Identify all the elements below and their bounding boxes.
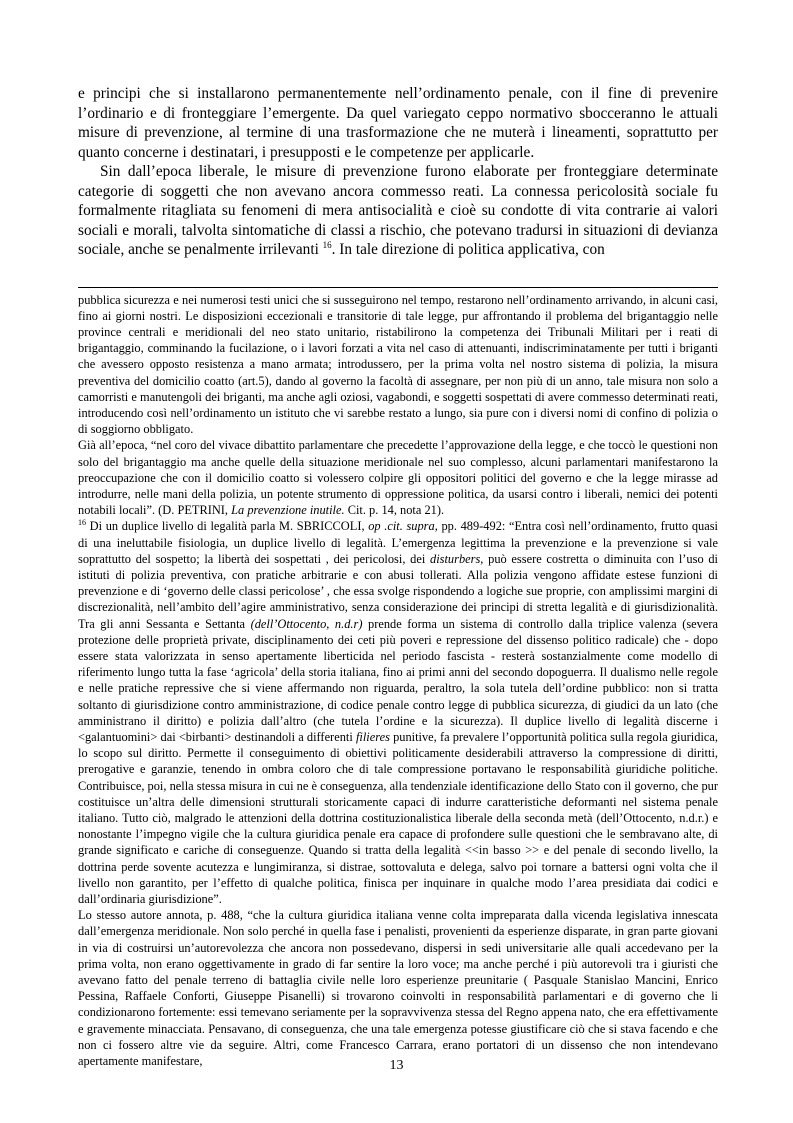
page-content (78, 84, 718, 1069)
page-number: 13 (389, 1058, 404, 1073)
footnote-16-ottocento: (dell’Ottocento, n.d.r) (250, 616, 363, 631)
footnote-16-text-c: , può essere costretta o diminuita con l’uso di istituti di polizia preventiva, con pratiche arbitrarie e con abusi tollerati. Alla polizia vengono affidate estese funzioni di prevenzione e di ‘governo delle classi pericolose’ , che essa svolge rispondendo a logiche sue proprie, con amplissimi margini di discrezionalità, nell’ambito dell’agire amministrativo, senza considerazione dei principi di stretta legalità e di giurisdizionalità. Tra gli anni Sessanta e Settanta (78, 551, 718, 631)
footnote-16-number: 16 (78, 518, 86, 528)
main-text (78, 84, 718, 260)
footnote-16-continuation: Lo stesso autore annota, p. 488, “che la cultura giuridica italiana venne colta impreparata dalla vicenda legislativa innescata dall’emergenza meridionale. Non solo perché in quella fase i penalisti, provenienti da esperienze disparate, in gran parte giovani in via di costruirsi un’autorevolezza che ancora non possedevano, dispersi in sedi universitarie alle quali accedevano per la prima volta, non erano oggettivamente in grado di far sentire la loro voce; ma anche perché i più autorevoli tra i giuristi che avevano fatto del penale terreno di battaglia civile nelle loro esperienze preunitarie ( Pasquale Stanislao Mancini, Enrico Pessina, Raffaele Conforti, Giuseppe Pisanelli) si trovarono coinvolti in responsabilità parlamentari e di governo che li condizionarono fortemente: essi temevano seriamente per la sopravvivenza stessa del Regno appena nato, che era effettivamente e gravemente minacciata. Pensavano, di conseguenza, che una tale emergenza potesse giustificare ciò che si stava facendo e che non ci fossero altre vie da seguire. Altri, come Francesco Carrara, erano portatori di un dissenso che non intendevano apertamente manifestare, (78, 908, 718, 1069)
paragraph-2 (78, 162, 718, 260)
footnote-15-title: La prevenzione inutile. (231, 503, 345, 518)
footnote-16-filieres: filieres (355, 729, 390, 744)
footnotes (78, 292, 718, 1070)
footnote-15-quote (78, 437, 718, 518)
footnote-ref-16[interactable]: 16 (322, 240, 332, 250)
paragraph-1: e principi che si installarono permanentemente nell’ordinamento penale, con il fine di prevenire l’ordinario e di fronteggiare l’emergente. Da quel variegato ceppo normativo sbocceranno le attuali misure di prevenzione, al termine di una trasformazione che ne muterà i lineamenti, soprattutto per quanto concerne i destinatari, i presupposti e le competenze per applicarle. (78, 85, 718, 161)
footnote-15-citation: Cit. p. 14, nota 21). (347, 503, 445, 518)
footnote-16 (78, 518, 718, 907)
footnote-16-text-b: pp. 489-492: “Entra così nell’ordinamento, frutto quasi di una ineluttabile fisiologia, un duplice livello di legalità. L’emergenza legittima la prevenzione e la prevenzione si vale soprattutto del sospetto; la libertà dei sospettati , dei pericolosi, dei (78, 519, 718, 566)
footnote-16-disturbers: disturbers (430, 551, 481, 566)
footnote-16-text-a: Di un duplice livello di legalità parla M. SBRICCOLI, (89, 519, 365, 534)
footnote-16-cit: op .cit. supra, (368, 519, 438, 534)
footnote-15-quote-text: Già all’epoca, “nel coro del vivace dibattito parlamentare che precedette l’approvazione della legge, e che toccò le questioni non solo del brigantaggio ma anche quelle della situazione meridionale nel suo complesso, alcuni parlamentari manifestarono la preoccupazione che con il domicilio coatto si volessero colpire gli oppositori politici del governo e che la legge mirasse ad introdurre, nelle mani della polizia, un potente strumento di oppressione politica, da usarsi contro i liberali, nemici dei potenti notabili locali”. (D. PETRINI, (78, 438, 718, 518)
footnote-separator (78, 287, 718, 288)
footnote-16-text-d: prende forma un sistema di controllo dalla triplice valenza (severa protezione delle proprietà private, disciplinamento dei ceti più poveri e repressione del dissenso politico radicale) che - dopo essere stata valorizzata in senso apertamente liberticida nel periodo fascista - resterà sostanzialmente come modello di riferimento lungo tutta la fase ‘agricola’ della storia italiana, fino ai primi anni del secondo dopoguerra. Il dualismo nelle regole e nelle pratiche repressive che si viene affermando non riguarda, peraltro, la sola tutela dell’ordine pubblico: non si tratta soltanto di giurisdizione contro amministrazione, di codice penale contro legge di pubblica sicurezza, di giudici da un lato (che amministrano il diritto) e polizia dall’altro (che tutela l’ordine e la sicurezza). Il duplice livello di legalità discerne i <galantuomini> dai <birbanti> destinandoli a differenti (78, 616, 718, 744)
paragraph-2-text: Sin dall’epoca liberale, le misure di prevenzione furono elaborate per fronteggiare determinate categorie di soggetti che non avevano ancora commesso reati. La connessa pericolosità sociale fu formalmente ritagliata su fenomeni di mera antisocialità e cioè su condotte di vita contrarie ai valori sociali e morali, talvolta sintomatiche di classi a rischio, che potevano tradursi in situazioni di devianza sociale, anche se penalmente irrilevanti (78, 163, 718, 258)
footnote-15-continued: pubblica sicurezza e nei numerosi testi unici che si susseguirono nel tempo, restarono nell’ordinamento arrivando, in alcuni casi, fino ai giorni nostri. Le disposizioni eccezionali e transitorie di tale legge, pur affrontando il problema del brigantaggio nelle province centrali e meridionali del neo stato unitario, ristabilirono la competenza dei Tribunali Militari per i reati di brigantaggio, comminando la fucilazione, o i lavori forzati a vita nel caso di attenuanti, indiscriminatamente per tutti i briganti che avessero opposto resistenza a mano armata; introdussero, per la prima volta nel nostro sistema di polizia, la misura preventiva del domicilio coatto (art.5), dando al governo la facoltà di assegnare, per non più di un anno, tale misura non solo a camorristi e manutengoli dei briganti, ma anche agli oziosi, vagabondi, e soggetti sospettati di avere commesso determinati reati, introducendo così nell’ordinamento un istituto che vi sarebbe restato a lungo, sia pure con i diversi nomi di confino di polizia o di soggiorno obbligato. (78, 292, 718, 437)
paragraph-2-end: . In tale direzione di politica applicativa, con (331, 241, 605, 258)
footnote-16-text-e: punitive, fa prevalere l’opportunità politica sulla regola giuridica, lo scopo sul diritto. Permette il conseguimento di obiettivi politicamente desiderabili attraverso la compressione di diritti, prerogative e garanzie, tenendo in ombra coloro che di tale compressione portavano le responsabilità giuridiche politiche. Contribuisce, poi, nella stessa misura in cui ne è conseguenza, alla tendenziale identificazione dello Stato con il governo, che pur costituisce un’altra delle dimensioni strutturali storicamente capaci di indurre caratteristiche deformanti nel sistema penale italiano. Tutto ciò, malgrado le attenzioni della dottrina costituzionalistica liberale della seconda metà (dell’Ottocento, n.d.r.) e nonostante l’impegno vigile che la cultura giuridica penale era capace di profondere sulle questioni che le sembravano alte, di grande significato e cariche di conseguenze. Quando si tratta della legalità <<in basso >> e del penale di secondo livello, la dottrina perde sovente acutezza e lungimiranza, si distrae, sottovaluta e delega, salvo poi tornare a battersi ogni volta che il livello non garantito, per l’effetto di qualche politica, finisca per inquinare in qualche modo l’area presidiata dai codici e dall’ordinaria giurisdizione”. (78, 729, 718, 907)
